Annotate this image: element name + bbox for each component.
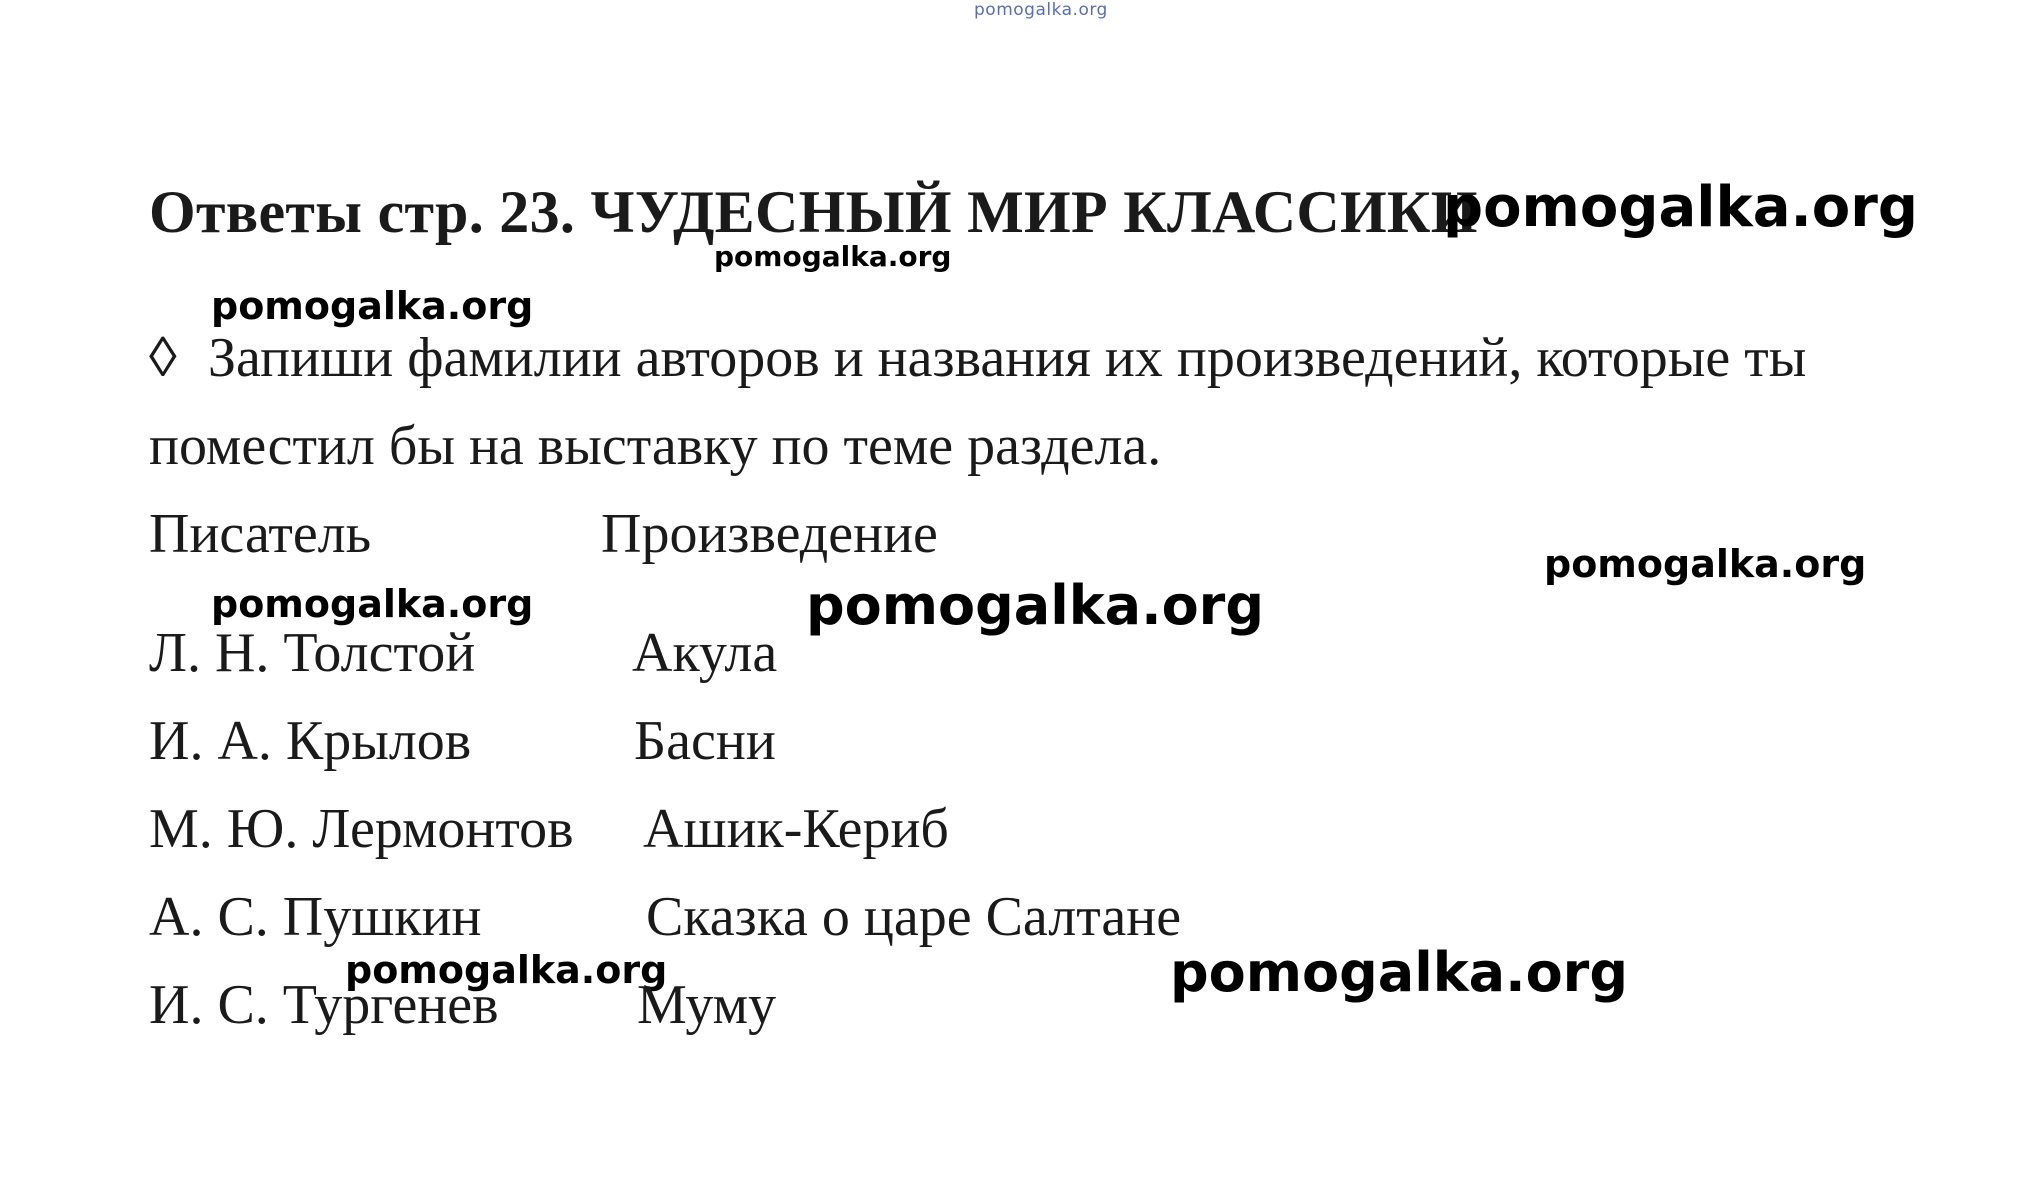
row-1-work: Акула xyxy=(632,622,778,684)
task-line-1: Запиши фамилии авторов и названия их произведений, которые ты xyxy=(208,327,1807,389)
header-writer: Писатель xyxy=(149,503,372,565)
page-title: Ответы стр. 23. ЧУДЕСНЫЙ МИР КЛАССИКИ xyxy=(149,179,1478,245)
watermark-title-right: pomogalka.org xyxy=(1443,175,1918,240)
row-2-work: Басни xyxy=(634,710,776,772)
row-3-writer: М. Ю. Лермонтов xyxy=(149,798,574,860)
task-marker: ◊ xyxy=(149,327,177,389)
row-4-work: Сказка о царе Салтане xyxy=(646,886,1182,948)
row-1-writer: Л. Н. Толстой xyxy=(149,622,476,684)
watermark-above-task: pomogalka.org xyxy=(211,284,534,328)
watermark-right: pomogalka.org xyxy=(1544,542,1867,586)
task-line-2: поместил бы на выставку по теме раздела. xyxy=(149,415,1162,477)
row-5-work: Муму xyxy=(637,974,777,1036)
row-3-work: Ашик-Кериб xyxy=(643,798,949,860)
watermark-center: pomogalka.org xyxy=(806,574,1264,637)
watermark-under-title: pomogalka.org xyxy=(714,240,952,273)
watermark-lower-left: pomogalka.org xyxy=(345,948,668,992)
watermark-top: pomogalka.org xyxy=(974,0,1108,20)
watermark-left: pomogalka.org xyxy=(211,582,534,626)
row-4-writer: А. С. Пушкин xyxy=(149,886,482,948)
header-work: Произведение xyxy=(601,503,938,565)
watermark-lower-right: pomogalka.org xyxy=(1170,941,1628,1004)
row-2-writer: И. А. Крылов xyxy=(149,710,472,772)
row-5-writer: И. С. Тургенев xyxy=(149,974,499,1036)
